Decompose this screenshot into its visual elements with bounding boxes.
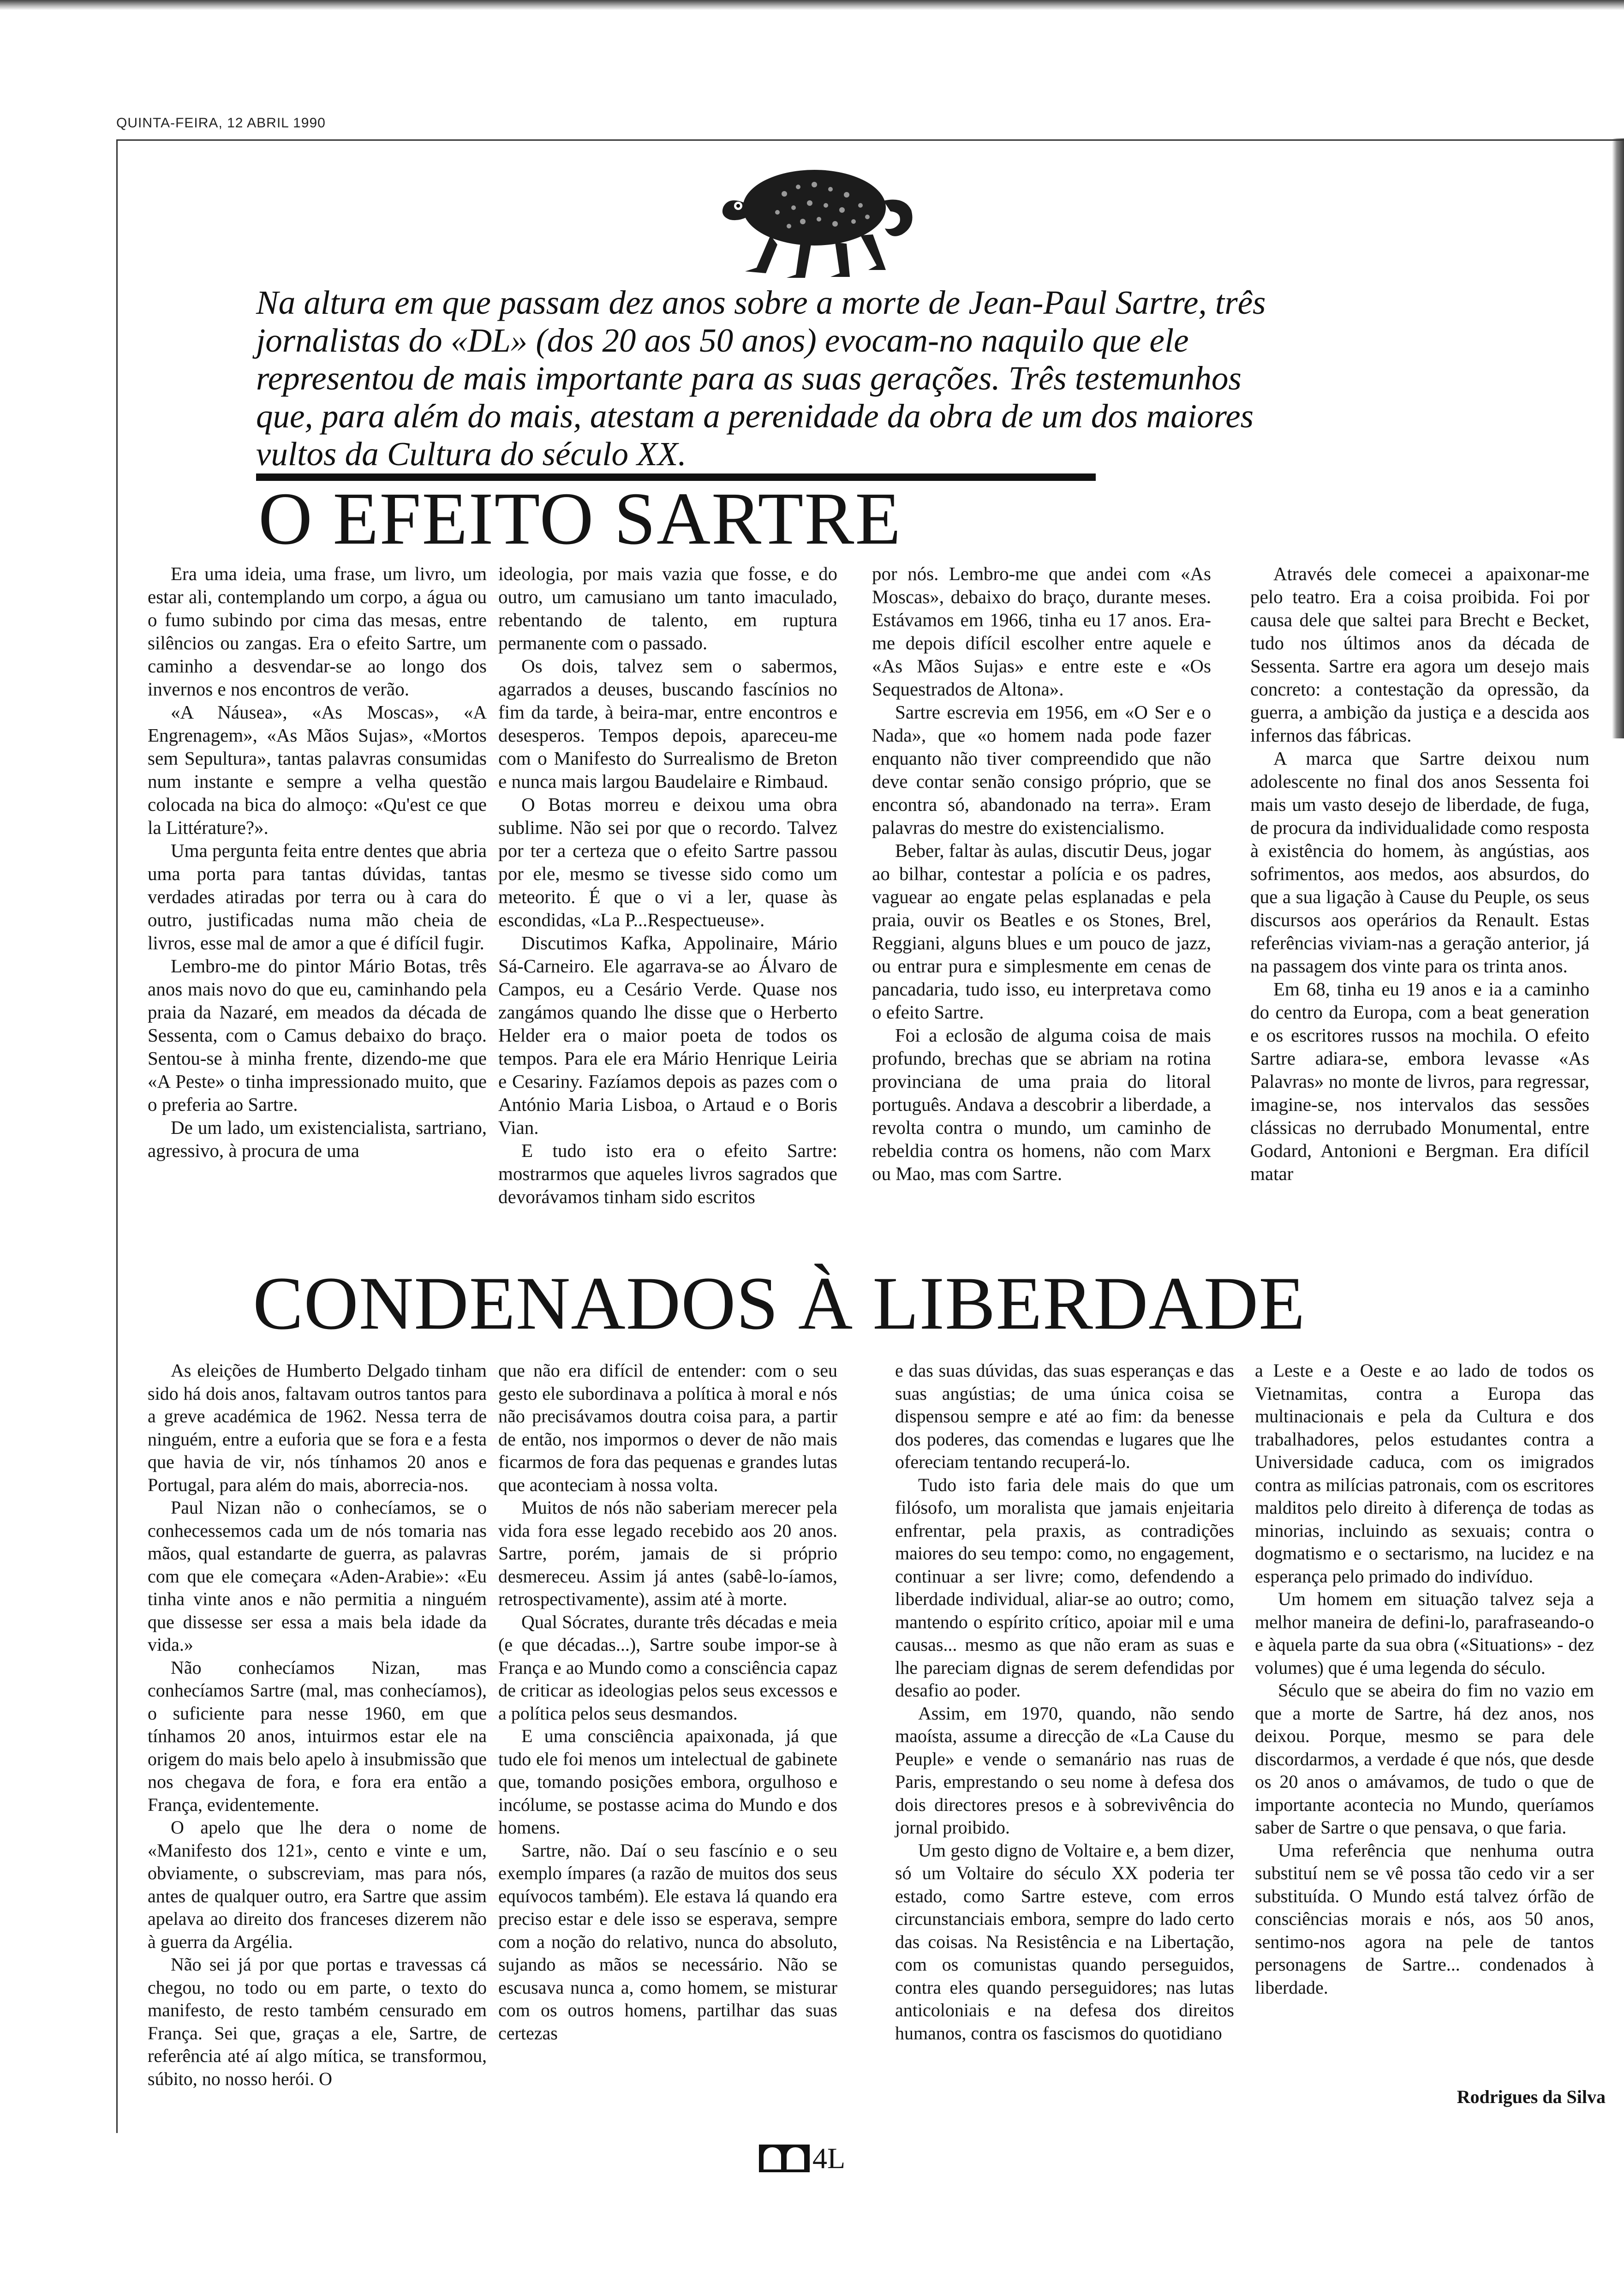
article1-column-2 — [498, 562, 837, 1208]
page-number: 4L — [812, 2142, 846, 2175]
paragraph: Assim, em 1970, quando, não sendo maoísta, assume a direcção de «La Cause du Peuple» e vende o semanário nas ruas de Paris, emprestando o seu nome à defesa dos dois directores presos e à sobrevivência do jornal proibido. — [895, 1702, 1234, 1838]
chameleon-illustration — [701, 152, 923, 291]
scan-artifact-top — [0, 0, 1624, 10]
article2-title: CONDENADOS À LIBERDADE — [253, 1262, 1306, 1345]
paragraph: Os dois, talvez sem o sabermos, agarrados a deuses, buscando fascínios no fim da tarde, à beira-mar, entre encontros e desesperos. Tempos depois, apareceu-me com o Manifesto do Surrealismo de Breton e nunca mais largou Baudelaire e Rimbaud. — [498, 655, 837, 792]
paragraph: Paul Nizan não o conhecíamos, se o conhecessemos cada um de nós tomaria nas mãos, qual estandarte de guerra, as palavras com que ele começara «Aden-Arabie»: «Eu tinha vinte anos e não permitia a ninguém que dissesse ser essa a mais bela idade da vida.» — [148, 1497, 487, 1655]
paragraph: E tudo isto era o efeito Sartre: mostrarmos que aqueles livros sagrados que devorávamos tinham sido escritos — [498, 1140, 837, 1207]
paragraph: Beber, faltar às aulas, discutir Deus, jogar ao bilhar, contestar a polícia e os padres, vaguear ao engate pelas esplanadas e pela praia, ouvir os Beatles e os Stones, Brel, Reggiani, alguns blues e um pouco de jazz, ou entrar pura e simplesmente em cenas de pancadaria, tudo isso, eu interpretava como o efeito Sartre. — [872, 840, 1211, 1023]
frame-top-rule — [116, 139, 1624, 141]
paragraph: Sartre, não. Daí o seu fascínio e o seu exemplo ímpares (a razão de muitos dos seus equívocos também). Ele estava lá quando era preciso estar e dele isso se esperava, sempre com a noção do relativo, nunca do absoluto, sujando as mãos se necessário. Não se escusava nunca a, como homem, se misturar com os outros homens, partilhar das suas certezas — [498, 1840, 837, 2043]
paragraph: O Botas morreu e deixou uma obra sublime. Não sei por que o recordo. Talvez por ter a certeza que o efeito Sartre passou por ele, mesmo se tivesse sido como um meteorito. É que o vi a ler, quase às escondidas, «La P...Respectueuse». — [498, 794, 837, 930]
paragraph: Um homem em situação talvez seja a melhor maneira de defini-lo, parafraseando-o e àquela parte da sua obra («Situations» - dez volumes) que é uma legenda do século. — [1255, 1588, 1594, 1678]
paragraph: Qual Sócrates, durante três décadas e meia (e que décadas...), Sartre soube impor-se à França e ao Mundo como a consciência capaz de criticar as ideologias pelos seus excessos e a política pelos seus desmandos. — [498, 1611, 837, 1724]
paragraph: E uma consciência apaixonada, já que tudo ele foi menos um intelectual de gabinete que, tomando posições embora, orgulhoso e incólume, se postasse acima do Mundo e dos homens. — [498, 1726, 837, 1838]
paragraph: Lembro-me do pintor Mário Botas, três anos mais novo do que eu, caminhando pela praia da Nazaré, em meados da década de Sessenta, com o Camus debaixo do braço. Sentou-se à minha frente, dizendo-me que «A Peste» o tinha impressionado muito, que o preferia ao Sartre. — [148, 955, 487, 1115]
paragraph: Não conhecíamos Nizan, mas conhecíamos Sartre (mal, mas conhecíamos), o suficiente para nesse 1960, em que tínhamos 20 anos, intuirmos estar ele na origem do mais belo apelo à insubmissão que nos chegava de fora, e fora era então a França, evidentemente. — [148, 1657, 487, 1815]
paragraph: Uma referência que nenhuma outra substituí nem se vê possa tão cedo vir a ser substituída. O Mundo está talvez órfão de consciências morais e nós, aos 50 anos, sentimo-nos agora na pele de tantos personagens de Sartre... condenados à liberdade. — [1255, 1840, 1594, 1998]
paragraph: A marca que Sartre deixou num adolescente no final dos anos Sessenta foi mais um vasto desejo de liberdade, de fuga, de procura da individualidade como resposta à existência do homem, às angústias, aos sofrimentos, aos medos, aos absurdos, do que a sua ligação à Cause du Peuple, os seus discursos aos operários da Renault. Estas referências viviam-nas a geração anterior, já na passagem dos vinte para os trinta anos. — [1250, 748, 1589, 977]
paragraph: As eleições de Humberto Delgado tinham sido há dois anos, faltavam outros tantos para a greve académica de 1962. Nessa terra de ninguém, entre a euforia que se fora e a festa que havia de vir, nós tínhamos 20 anos e Portugal, para além do mais, aborrecia-nos. — [148, 1360, 487, 1495]
paragraph: Século que se abeira do fim no vazio em que a morte de Sartre, há dez anos, nos deixou. Porque, mesmo se para dele discordarmos, a verdade é que nós, que desde os 20 anos o amávamos, de tudo o que de importante acontecia no Mundo, queríamos saber de Sartre o que pensava, o que faria. — [1255, 1680, 1594, 1838]
paragraph: Muitos de nós não saberiam merecer pela vida fora esse legado recebido aos 20 anos. Sartre, porém, jamais de si próprio desmereceu. Assim já antes (sabê-lo-íamos, retrospectivamente), assim até à morte. — [498, 1497, 837, 1609]
dl-logo-icon — [759, 2145, 810, 2172]
paragraph: Uma pergunta feita entre dentes que abria uma porta para tantas dúvidas, tantas verdades atiradas por terra ou à cara do outro, justificadas numa mão cheia de livros, esse mal de amor a que é difícil fugir. — [148, 840, 487, 953]
article1-column-1 — [148, 562, 487, 1162]
paragraph: De um lado, um existencialista, sartriano, agressivo, à procura de uma — [148, 1117, 487, 1161]
paragraph: Sartre escrevia em 1956, em «O Ser e o Nada», que «o homem nada pode fazer enquanto não tiver compreendido que não deve contar senão consigo próprio, que se encontra só, abandonado na terra». Eram palavras do mestre do existencialismo. — [872, 701, 1211, 838]
paragraph: ideologia, por mais vazia que fosse, e do outro, um camusiano um tanto imaculado, rebentando de talento, em ruptura permanente com o passado. — [498, 563, 837, 653]
paragraph: a Leste e a Oeste e ao lado de todos os Vietnamitas, contra a Europa das multinacionais e pela da Cultura e dos trabalhadores, pelos estudantes contra a Universidade caduca, com os imigrados contra as milícias patronais, com os escritores malditos pelo direito à diferença de todas as minorias, incluindo as sexuais; contra o dogmatismo e o sectarismo, na lucidez e na esperança pelo primado do indivíduo. — [1255, 1360, 1594, 1587]
dateline: QUINTA-FEIRA, 12 ABRIL 1990 — [116, 115, 326, 131]
article2-column-3 — [895, 1359, 1234, 2044]
paragraph: que não era difícil de entender: com o seu gesto ele subordinava a política à moral e nós não precisávamos doutra coisa para, a partir de então, nos impormos o dever de não mais ficarmos de fora das pequenas e grandes lutas que aconteciam à nossa volta. — [498, 1360, 837, 1495]
frame-left-rule — [116, 139, 118, 2133]
paragraph: Tudo isto faria dele mais do que um filósofo, um moralista que jamais enjeitaria enfrentar, pela praxis, as contradições maiores do seu tempo: como, no engagement, continuar a ser livre; como, defendendo a liberdade individual, aliar-se ao outro; como, mantendo o espírito crítico, apoiar mil e uma causas... mesmo as que não eram as suas e lhe pareciam dignas de serem defendidas por desafio ao poder. — [895, 1474, 1234, 1701]
article1-title: O EFEITO SARTRE — [258, 478, 902, 560]
paragraph: Discutimos Kafka, Appolinaire, Mário Sá-Carneiro. Ele agarrava-se ao Álvaro de Campos, eu a Cesário Verde. Quase nos zangámos quando lhe disse que o Herberto Helder era o maior poeta de todos os tempos. Para ele era Mário Henrique Leiria e Cesariny. Fazíamos depois as pazes com o António Maria Lisboa, o Artaud e o Boris Vian. — [498, 932, 837, 1138]
paragraph: Foi a eclosão de alguma coisa de mais profundo, brechas que se abriam na rotina provinciana de uma praia do litoral português. Andava a descobrir a liberdade, a revolta contra o mundo, um caminho de rebeldia contra os homens, não com Marx ou Mao, mas com Sartre. — [872, 1025, 1211, 1184]
page-footer — [759, 2141, 845, 2175]
paragraph: Através dele comecei a apaixonar-me pelo teatro. Era a coisa proibida. Foi por causa dele que saltei para Brecht e Becket, tudo nos últimos anos da década de Sessenta. Sartre era agora um desejo mais concreto: a contestação da opressão, da guerra, a ambição da justiça e a descida aos infernos das fábricas. — [1250, 563, 1589, 746]
paragraph: Era uma ideia, uma frase, um livro, um estar ali, contemplando um corpo, a água ou o fumo subindo por cima das mesas, entre silêncios ou zangas. Era o efeito Sartre, um caminho a desvendar-se ao longo dos invernos e nos encontros de verão. — [148, 563, 487, 700]
paragraph: por nós. Lembro-me que andei com «As Moscas», debaixo do braço, durante meses. Estávamos em 1966, tinha eu 17 anos. Era-me depois difícil escolher entre aquele e «As Mãos Sujas» e entre este e «Os Sequestrados de Altona». — [872, 563, 1211, 700]
paragraph: e das suas dúvidas, das suas esperanças e das suas angústias; de uma única coisa se dispensou sempre e até ao fim: da benesse dos poderes, das comendas e lugares que lhe ofereciam tentando recuperá-lo. — [895, 1360, 1234, 1472]
paragraph: Em 68, tinha eu 19 anos e ia a caminho do centro da Europa, com a beat generation e os escritores russos na mochila. O efeito Sartre adiara-se, embora levasse «As Palavras» no monte de livros, para regressar, imagine-se, nos intervalos das sessões clássicas no derrubado Monumental, entre Godard, Antonioni e Bergman. Era difícil matar — [1250, 978, 1589, 1184]
article1-column-4 — [1250, 562, 1589, 1185]
intro-lead: Na altura em que passam dez anos sobre a morte de Jean-Paul Sartre, três jornalistas do «DL» (dos 20 aos 50 anos) evocam-no naquilo que ele representou de mais importante para as suas gerações. Três testemunhos que, para além do mais, atestam a perenidade da obra de um dos maiores vultos da Cultura do século XX. — [256, 284, 1266, 473]
byline: Rodrigues da Silva — [1457, 2086, 1606, 2107]
paragraph: Não sei já por que portas e travessas cá chegou, no todo ou em parte, o texto do manifesto, de resto também censurado em França. Sei que, graças a ele, Sartre, de referência até aí algo mítica, se transformou, súbito, no nosso herói. O — [148, 1954, 487, 2089]
paragraph: O apelo que lhe dera o nome de «Manifesto dos 121», cento e vinte e um, obviamente, o subscreviam, mas para nós, antes de qualquer outro, era Sartre que assim apelava ao direito dos franceses dizerem não à guerra da Argélia. — [148, 1817, 487, 1952]
paragraph: Um gesto digno de Voltaire e, a bem dizer, só um Voltaire do século XX poderia ter estado, como Sartre esteve, com erros circunstanciais embora, sempre do lado certo das coisas. Na Resistência e na Libertação, com os comunistas quando perseguidos, contra eles quando perseguidores; nas lutas anticoloniais e na defesa dos direitos humanos, contra os fascismos do quotidiano — [895, 1840, 1234, 2043]
scan-artifact-edge — [1612, 138, 1624, 738]
paragraph: «A Náusea», «As Moscas», «A Engrenagem», «As Mãos Sujas», «Mortos sem Sepultura», tantas palavras consumidas num instante e sempre a velha questão colocada na bica do almoço: «Qu'est ce que la Littérature?». — [148, 701, 487, 838]
article2-column-2 — [498, 1359, 837, 2044]
article1-column-3 — [872, 562, 1211, 1185]
article2-column-4 — [1255, 1359, 1594, 1999]
article2-column-1 — [148, 1359, 487, 2090]
